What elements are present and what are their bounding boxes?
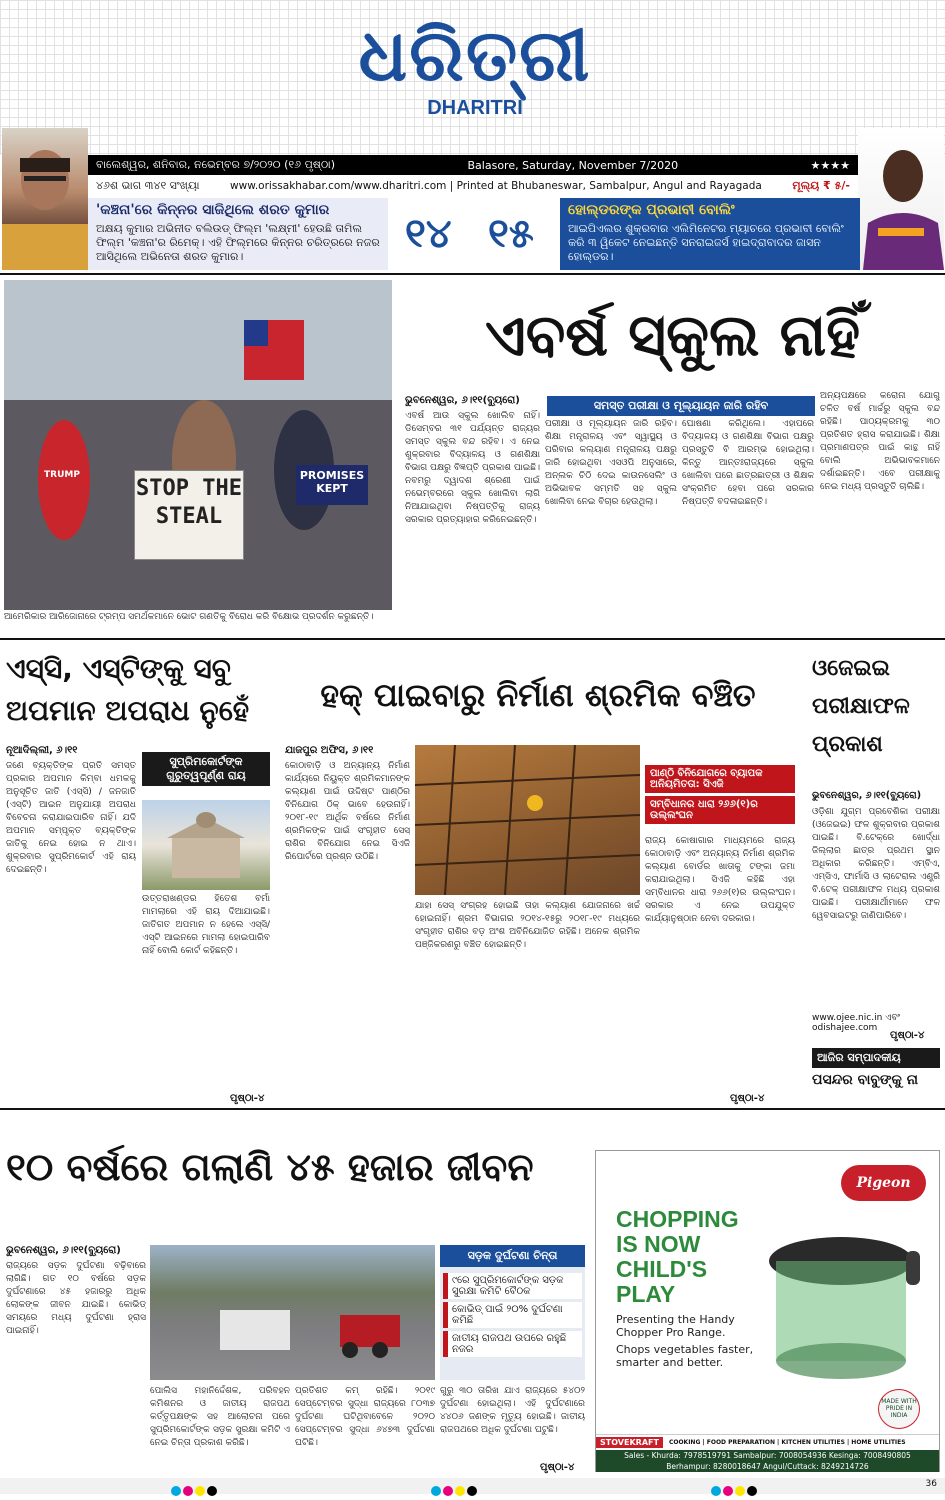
ad-headline: CHOPPING IS NOW CHILD'S PLAY — [616, 1206, 739, 1307]
protest-photo[interactable] — [4, 280, 392, 610]
crash-photo[interactable] — [150, 1245, 435, 1380]
sc-page-ref[interactable]: ପୃଷ୍ଠା-୪ — [230, 1093, 265, 1104]
teaser-left-text: ଅକ୍ଷୟ କୁମାର ଅଭିନୀତ ବଲିଉଡ୍ ଫିଲ୍ମ 'ଲକ୍ଷ୍ମୀ' ହେଉଛି ତାମିଲ ଫିଲ୍ମ 'କଞ୍ଚନା'ର ରିମେକ୍। ଏହି ଫିଲ୍ମରେ କିନ୍ନର ଚରିତ୍ରରେ ନଜର ଆସିଥିଲେ ଅଭିନେତା ଶରତ କୁମାର। — [96, 222, 380, 263]
workers-points — [645, 765, 795, 824]
registration-marks-right — [710, 1481, 758, 1500]
registration-marks-center — [430, 1481, 478, 1500]
sign-stop-steal: STOP THE STEAL — [134, 470, 244, 560]
ad-subtitle-2: Chops vegetables faster, smarter and better. — [616, 1343, 754, 1369]
accident-box-item: କୋଭିଡ୍ ପାଇଁ ୨୦% ଦୁର୍ଘଟଣା କମିଛି — [443, 1302, 582, 1328]
workers-col-2: ଯାହା ସେସ୍ ସଂଗ୍ରହ ହୋଇଛି ତାହା କଲ୍ୟାଣ ଯୋଜନାରେ ଖର୍ଚ୍ଚ ହୋଇନାହିଁ। ଶ୍ରମ ବିଭାଗର ୨୦୧୪-୧୫ରୁ ୨୦୧୮-୧୯ ମଧ୍ୟରେ ସଂଗୃହୀତ ରାଶିର ବଡ଼ ଅଂଶ ଅବିନିଯୋଜିତ ରହିଛି। ଅନେକ ଶ୍ରମିକ ପଞ୍ଜିକରଣରୁ ବଞ୍ଚିତ ହୋଇଛନ୍ତି। — [415, 901, 640, 950]
editorial-title[interactable]: ପସନ୍ଦର ବାବୁଙ୍କୁ ନା — [812, 1072, 918, 1088]
edition-bar — [88, 175, 858, 197]
teaser-right-page[interactable]: ୧୫ — [488, 211, 534, 257]
cricketer-photo — [858, 128, 944, 270]
workers-headline[interactable]: ହକ୍ ପାଇବାରୁ ନିର୍ମାଣ ଶ୍ରମିକ ବଞ୍ଚିତ — [320, 676, 756, 714]
workers-point-2: ସମ୍ବିଧାନର ଧାରା ୨୬୬(୧)ର ଉଲ୍ଲଂଘନ — [645, 796, 795, 824]
date-english: Balasore, Saturday, November 7/2020 — [467, 158, 679, 172]
actor-photo — [2, 128, 88, 270]
ojee-headline[interactable]: ଓଜେଇଇ ପରୀକ୍ଷାଫଳ ପ୍ରକାଶ — [812, 656, 910, 757]
workers-point-1: ପାଣ୍ଠି ବିନିଯୋଗରେ ବ୍ୟାପକ ଅନିୟମିତତା: ସିଏଜି — [645, 765, 795, 793]
accident-dateline: ଭୁବନେଶ୍ୱର, ୬।୧୧(ବ୍ୟୁରୋ) — [6, 1245, 121, 1256]
ojee-url[interactable]: www.ojee.nic.in ଏବଂ odishajee.com — [812, 1013, 900, 1033]
teaser-right-text: ଆଇପିଏଲର ଶୁକ୍ରବାର ଏଲିମିନେଟର ମ୍ୟାଚରେ ପ୍ରଭାବୀ ବୋଲିଂ କରି ୩ ୱିକେଟ ନେଇଛନ୍ତି ସନରାଇଜର୍ସ ହାଇଦ୍ରାବାଦର ଜାସନ ହୋଲ୍ଡର। — [568, 222, 844, 263]
lead-col-2: ପରୀକ୍ଷା ଓ ମୂଲ୍ୟାୟନ ଜାରି ରହିବ। ଶିକ୍ଷା ମନ୍ତ୍ରାଳୟ ଏବଂ ସ୍ୱାସ୍ଥ୍ୟ ଓ ପରିବାର କଲ୍ୟାଣ ମନ୍ତ୍ରାଳୟ ପକ୍ଷରୁ ଜାରି ହୋଇଥିବା ଏସଓପି ଅନୁସାରେ, ଅନ୍‌ଲକ ଚିଠି ଦେଇ କାଉନସେଲିଂ ଓ ଅଭିଭାବକ ସମ୍ମତି ସହ ସ୍କୁଲ ଖୋଲିବା ନେଇ ବିଚାର ହେଉଥିଲା। — [545, 419, 677, 507]
ojee-body: ଓଡ଼ିଶା ଯୁଗ୍ମ ପ୍ରବେଶିକା ପରୀକ୍ଷା (ଓଜେଇଇ) ଫଳ ଶୁକ୍ରବାର ପ୍ରକାଶ ପାଇଛି। ବି.ଟେକ୍‌ରେ ଖୋର୍ଦ୍ଧା ଜିଲ୍ଲାର ଛାତ୍ର ପ୍ରଥମ ସ୍ଥାନ ଅଧିକାର କରିଛନ୍ତି। ଏମ୍‌ବିଏ, ଏମ୍‌ସିଏ, ଫାର୍ମାସି ଓ ଲାଟେରାଲ ଏଣ୍ଟ୍ରି ବି.ଟେକ୍ ପରୀକ୍ଷାଫଳ ମଧ୍ୟ ପ୍ରକାଶ ପାଇଛି। ପରୀକ୍ଷାର୍ଥୀମାନେ ଫଳ ୱେବସାଇଟରୁ ଜାଣିପାରିବେ। — [812, 807, 940, 921]
ad-subtitle-1: Presenting the Handy Chopper Pro Range. — [616, 1313, 735, 1339]
court-building-icon — [142, 800, 270, 890]
accident-box-item: ୯ରେ ସୁପ୍ରିମକୋର୍ଟଙ୍କ ସଡ଼କ ସୁରକ୍ଷା କମିଟି ବୈଠକ — [443, 1273, 582, 1299]
workers-dateline: ଯାଜପୁର ଅଫିସ, ୬।୧୧ — [285, 745, 374, 756]
page-number: 36 — [925, 1479, 937, 1489]
divider — [0, 1108, 945, 1110]
editorial-label: ଆଜିର ସମ୍ପାଦକୀୟ — [812, 1048, 940, 1068]
ad-contacts — [596, 1450, 939, 1472]
accident-col-4: ଗୁରୁ ୩୦ ତାରିଖ ଯାଏ ରାଜ୍ୟରେ ୫୪୦୨ ଦୁର୍ଘଟଣା ହୋଇଥିଲା। ଏହି ଦୁର୍ଘଟଣାରେ ୪୪୦୬ ଜଣଙ୍କ ମୃତ୍ୟୁ ହୋଇଛି। ଜାତୀୟ ରାଜପଥରେ ଅଧିକ ଦୁର୍ଘଟଣା ଘଟୁଛି। — [440, 1386, 585, 1435]
sc-headline[interactable]: ଏସ୍‌ସି, ଏସ୍‌ଟିଙ୍କୁ ସବୁ ଅପମାନ ଅପରାଧ ନୁହେଁ — [6, 652, 250, 727]
info-bar — [0, 155, 945, 197]
price: ମୂଲ୍ୟ ₹ ୫/- — [792, 179, 850, 192]
pigeon-ad[interactable] — [595, 1150, 940, 1472]
sign-trump: TRUMP — [44, 470, 80, 480]
date-bar — [88, 155, 858, 175]
workers-col-1: କୋଠାବାଡ଼ି ଓ ଅନ୍ୟାନ୍ୟ ନିର୍ମାଣ କାର୍ଯ୍ୟରେ ନିୟୁକ୍ତ ଶ୍ରମିକମାନଙ୍କ କଲ୍ୟାଣ ପାଇଁ ଉଦ୍ଦିଷ୍ଟ ପାଣ୍ଠିର ବିନିଯୋଗ ଠିକ୍ ଭାବେ ହେଉନାହିଁ। ୨୦୧୮-୧୯ ଆର୍ଥିକ ବର୍ଷରେ ନିର୍ମାଣ ଶ୍ରମିକଙ୍କ ପାଇଁ ସଂଗୃହୀତ ସେସ୍‌ ରାଶିର ବିନିଯୋଗ ନେଇ ସିଏଜି ରିପୋର୍ଟରେ ପ୍ରଶ୍ନ ଉଠିଛି। — [285, 761, 410, 862]
teaser-left-page[interactable]: ୧୪ — [405, 211, 452, 257]
maker-logo: STOVEKRAFT — [596, 1437, 663, 1448]
workers-col-3: ରାଜ୍ୟ କୋଷାଗାର ମାଧ୍ୟମରେ ରାଜ୍ୟ କୋଠାବାଡ଼ି ଏବଂ ଅନ୍ୟାନ୍ୟ ନିର୍ମାଣ ଶ୍ରମିକ କଲ୍ୟାଣ ବୋର୍ଡର ଖାତାକୁ ଟଙ୍କା ଜମା କରାଯାଇଥିଲା। ସିଏଜି କହିଛି ଏହା ସମ୍ବିଧାନର ଧାରା ୨୬୬(୧)ର ଉଲ୍ଲଂଘନ। ସରକାର ଏ ନେଇ ଉପଯୁକ୍ତ କାର୍ଯ୍ୟାନୁଷ୍ଠାନ ନେବା ଦରକାର। — [645, 836, 795, 924]
ojee-dateline: ଭୁବନେଶ୍ୱର, ୬।୧୧(ବ୍ୟୁରୋ) — [812, 790, 922, 801]
accident-box — [440, 1245, 585, 1380]
teaser-right[interactable] — [560, 198, 860, 270]
sc-body-2: ଉତ୍ତରାଖଣ୍ଡର ହିତେଶ ବର୍ମା ମାମଲାରେ ଏହି ରାୟ ଦିଆଯାଇଛି। ଜାତିଗତ ଅପମାନ ନ ହେଲେ ଏସ୍‌ସି/ଏସ୍‌ଟି ଆଇନରେ ମାମଲା ହୋଇପାରିବ ନାହିଁ ବୋଲି କୋର୍ଟ କହିଛନ୍ତି। — [142, 894, 270, 956]
lead-headline[interactable]: ଏବର୍ଷ ସ୍କୁଲ ନାହିଁ — [484, 301, 861, 369]
teaser-left[interactable] — [88, 198, 388, 270]
protest-scene — [4, 280, 392, 610]
accident-box-item: ଜାତୀୟ ରାଜପଥ ଉପରେ ରହୁଛି ନଜର — [443, 1331, 582, 1357]
accident-headline[interactable]: ୧୦ ବର୍ଷରେ ଗଲାଣି ୪୫ ହଜାର ଜୀବନ — [6, 1145, 534, 1189]
lead-col-4: ଅନ୍ୟପକ୍ଷରେ କରୋନା ଯୋଗୁ ଚଳିତ ବର୍ଷ ମାର୍ଚ୍ଚରୁ ସ୍କୁଲ ବନ୍ଦ ରହିଛି। ପାଠ୍ୟକ୍ରମକୁ ୩୦ ପ୍ରତିଶତ ହ୍ରାସ କରାଯାଇଛି। ଶିକ୍ଷା ପ୍ରମାଣପତ୍ର ପାଇଁ କାନ୍ଥ ନାହିଁ ବୋଲି ଅଭିଭାବକମାନେ ଦର୍ଶାଇଛନ୍ତି। ଏବେ ପରୀକ୍ଷାକୁ ନେଇ ମଧ୍ୟ ପ୍ରସ୍ତୁତି ଚାଲିଛି। — [820, 391, 940, 492]
ojee-page-ref[interactable]: ପୃଷ୍ଠା-୪ — [890, 1030, 925, 1041]
accident-col-3: ପ୍ରତିଶତ କମ୍ ରହିଛି। ୨୦୧୯ ସେପ୍ଟେମ୍ବର ସୁଦ୍ଧା ରାଜ୍ୟରେ ୮୦୩୭ ଦୁର୍ଘଟଣା ଘଟିଥିବାବେଳେ ୨୦୨୦ ସେପ୍ଟେମ୍ବର ସୁଦ୍ଧା ୬୪୭୩ ଦୁର୍ଘଟଣା ଘଟିଛି। — [295, 1386, 435, 1448]
edition-stars: ★★★★ — [810, 158, 850, 172]
teaser-left-title: 'କଞ୍ଚନା'ରେ କିନ୍ନର ସାଜିଥିଲେ ଶରତ କୁମାର — [96, 202, 330, 218]
logo-subtitle: DHARITRI — [427, 97, 523, 119]
teaser-right-title: ହୋଲ୍ଡରଙ୍କ ପ୍ରଭାବୀ ବୋଲିଂ — [568, 202, 735, 218]
footer-bar — [0, 1478, 945, 1494]
masthead — [0, 0, 945, 155]
made-in-india-badge: MADE WITH PRIDE IN INDIA — [878, 1389, 920, 1429]
sc-body: ଜଣେ ବ୍ୟକ୍ତିଙ୍କ ପ୍ରତି ସମସ୍ତ ପ୍ରକାର ଅପମାନ କିମ୍ବା ଧମକକୁ ଅନୁସୂଚିତ ଜାତି (ଏସ୍‌ସି) / ଜନଜାତି (ଏସ୍‌ଟି) ଆଇନ ଅନୁଯାୟୀ ଅପରାଧ ବିବେଚନା କରାଯାଇପାରିବ ନାହିଁ। ଯଦି ଅପମାନ ସମ୍ପୃକ୍ତ ବ୍ୟକ୍ତିଙ୍କ ଜାତିକୁ ନେଇ ହୋଇ ନ ଥାଏ। ଶୁକ୍ରବାର ସୁପ୍ରିମକୋର୍ଟ ଏହି ରାୟ ଦେଇଛନ୍ତି। — [6, 761, 136, 875]
sc-tag: ସୁପ୍ରିମକୋର୍ଟଙ୍କ ଗୁରୁତ୍ୱପୂର୍ଣ୍ଣ ରାୟ — [142, 752, 270, 786]
accident-col-1: ରାଜ୍ୟରେ ସଡ଼କ ଦୁର୍ଘଟଣା ବଢ଼ିବାରେ ଲାଗିଛି। ଗତ ୧୦ ବର୍ଷରେ ସଡ଼କ ଦୁର୍ଘଟଣାରେ ୪୫ ହଜାରରୁ ଅଧିକ ଲୋକଙ୍କ ଜୀବନ ଯାଇଛି। କୋଭିଡ୍ ସମୟରେ ମଧ୍ୟ ଦୁର୍ଘଟଣା ହ୍ରାସ ପାଇନାହିଁ। — [6, 1261, 146, 1336]
person-silhouette-icon — [858, 128, 944, 270]
rebar-grid — [415, 745, 640, 895]
ad-categories: COOKING | FOOD PREPARATION | KITCHEN UTILITIES | HOME UTILITIES — [668, 1439, 906, 1446]
workers-page-ref[interactable]: ପୃଷ୍ଠା-୪ — [730, 1093, 765, 1104]
ad-maker-bar — [596, 1434, 939, 1450]
accident-col-2: ପୋଲିସ ମହାନିର୍ଦ୍ଦେଶକ, ପରିବହନ କମିଶନର ଓ ଜାତୀୟ ରାଜପଥ କର୍ତ୍ତୃପକ୍ଷଙ୍କ ସହ ଆଲୋଚନା ପରେ ସୁପ୍ରିମକୋର୍ଟଙ୍କ ସଡ଼କ ସୁରକ୍ଷା କମିଟି ଏ ନେଇ ଚିନ୍ତା ପ୍ରକାଶ କରିଛି। — [150, 1386, 290, 1448]
lead-tag: ସମସ୍ତ ପରୀକ୍ଷା ଓ ମୂଲ୍ୟାୟନ ଜାରି ରହିବ — [547, 396, 815, 416]
website-print[interactable]: www.orissakhabar.com/www.dharitri.com | Printed at Bhubaneswar, Sambalpur, Angul and Rayagada — [230, 180, 762, 192]
supreme-court-photo — [142, 800, 270, 890]
logo[interactable] — [305, 8, 645, 128]
person-silhouette-icon — [2, 128, 88, 270]
logo-text: ଧରିତ୍ରୀ — [358, 13, 592, 97]
chopper-icon — [756, 1221, 926, 1401]
crashed-cars — [150, 1245, 435, 1380]
divider — [0, 273, 945, 275]
lead-col-1: ଏବର୍ଷ ଆଉ ସ୍କୁଲ ଖୋଲିବ ନାହିଁ। ଡିସେମ୍ବର ୩୧ ପର୍ଯ୍ୟନ୍ତ ରାଜ୍ୟର ସମସ୍ତ ସ୍କୁଲ ବନ୍ଦ ରହିବ। ଏ ନେଇ ଶୁକ୍ରବାର ବିଦ୍ୟାଳୟ ଓ ଗଣଶିକ୍ଷା ବିଭାଗ ପକ୍ଷରୁ ବିଜ୍ଞପ୍ତି ପ୍ରକାଶ ପାଇଛି। ନବମରୁ ଦ୍ୱାଦଶ ଶ୍ରେଣୀ ପାଇଁ ନଭେମ୍ବରରେ ସ୍କୁଲ ଖୋଲିବା ଲାଗି ନିଆଯାଇଥିବା ନିଷ୍ପତ୍ତିକୁ ରାଜ୍ୟ ସରକାର ପ୍ରତ୍ୟାହାର କରିନେଇଛନ୍ତି। — [405, 411, 540, 525]
sign-promises-kept: PROMISES KEPT — [296, 465, 368, 505]
divider — [0, 638, 945, 640]
ad-contacts-line-1: Sales - Khurda: 7978519791 Sambalpur: 7008054936 Kesinga: 7008490805 — [624, 1451, 911, 1460]
edition-number: ୪୬ଶ ଭାଗ ୩୪୧ ସଂଖ୍ୟା — [96, 179, 200, 192]
brand-badge: Pigeon — [841, 1165, 926, 1201]
date-odia: ବାଲେଶ୍ୱର, ଶନିବାର, ନଭେମ୍ବର ୭/୨୦୨୦ (୧୬ ପୃଷ୍ଠା) — [96, 158, 336, 171]
photo-caption: ଆମେରିକାର ଆରିଜୋନାରେ ଟ୍ରମ୍ପ ସମର୍ଥକମାନେ ଭୋଟ ଗଣତିକୁ ବିରୋଧ କରି ବିକ୍ଷୋଭ ପ୍ରଦର୍ଶନ କରୁଛନ୍ତି। — [4, 612, 374, 622]
lead-dateline: ଭୁବନେଶ୍ୱର, ୬।୧୧(ବ୍ୟୁରୋ) — [405, 395, 520, 406]
construction-photo[interactable] — [415, 745, 640, 895]
ad-contacts-line-2: Berhampur: 8280018647 Angul/Cuttack: 8249214726 — [666, 1462, 869, 1471]
accident-page-ref[interactable]: ପୃଷ୍ଠା-୪ — [540, 1462, 575, 1473]
lead-col-3: ଘୋଷଣା କରିଥିଲେ। ଏହାପରେ ବିଦ୍ୟାଳୟ ଓ ଗଣଶିକ୍ଷା ବିଭାଗ ପକ୍ଷରୁ ପ୍ରସ୍ତୁତି ବି ଆରମ୍ଭ ହୋଇଥିଲା। କିନ୍ତୁ ଆନ୍ତଃରାଜ୍ୟରେ ସ୍କୁଲ ଖୋଲିବା ପରେ ଛାତ୍ରଛାତ୍ରୀ ଓ ଶିକ୍ଷକ ସଂକ୍ରମିତ ହେବା ପରେ ସରକାର ନିଷ୍ପତ୍ତି ବଦଳାଇଛନ୍ତି। — [682, 419, 814, 507]
sc-dateline: ନୂଆଦିଲ୍ଲୀ, ୬।୧୧ — [6, 745, 78, 756]
accident-box-list — [440, 1267, 585, 1363]
accident-box-title: ସଡ଼କ ଦୁର୍ଘଟଣା ଚିନ୍ତା — [440, 1245, 585, 1267]
registration-marks-left — [170, 1481, 218, 1500]
